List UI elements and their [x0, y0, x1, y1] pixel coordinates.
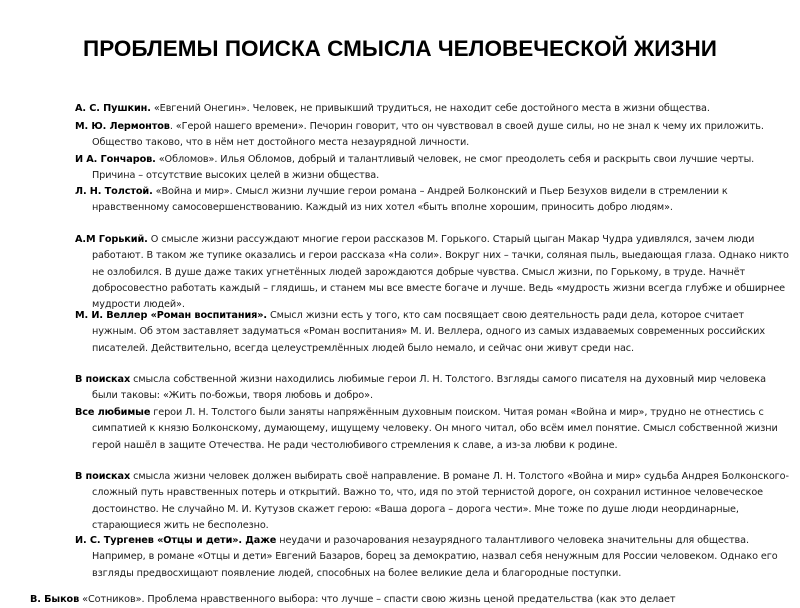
entry-author: В. Быков — [30, 594, 80, 605]
entry-text: смысла жизни человек должен выбирать своё направление. В романе Л. Н. Толстого «Война и мир» судьба Андрея Болконского- сложный путь нравственных потерь и открытий. Важно то, что, идя по этой тернистой дороге, он сохранил истинное человеческое достоинство. Не случайно М. И. Кутузов скажет герою: «Ваша дорога – дорога чести». Мне тоже по душе люди неординарные, старающиеся жить не бесполезно. — [92, 471, 789, 531]
entry-pushkin — [75, 101, 789, 117]
entry-text: «Евгений Онегин». Человек, не привыкший трудиться, не находит себе достойного места в жизни общества. — [150, 103, 710, 114]
entry-tolstoy — [75, 184, 789, 217]
entry-author: М. Ю. Лермонтов — [75, 121, 170, 132]
entry-author: М. И. Веллер «Роман воспитания». — [75, 310, 268, 321]
entry-text: неудачи и разочарования незаурядного талантливого человека значительны для общества. Например, в романе «Отцы и дети» Евгений Базаров, борец за демократию, назвал себя ненужным для России человеком. Однако его взгляды предвосхищают появление людей, способных на более великие дела и благородные поступки. — [92, 535, 778, 579]
entry-text: О смысле жизни рассуждают многие герои рассказов М. Горького. Старый цыган Макар Чудра удивлялся, зачем люди работают. В таком же тупике оказались и герои рассказа «На соли». Вокруг них – тачки, соляная пыль, выедающая глаза. Однако никто не озлобился. В душе даже таких угнетённых людей зарождаются добрые чувства. Смысл жизни, по Горькому, в труде. Начнёт добросовестно работать каждый – глядишь, и станем мы все вместе богаче и лучше. Ведь «мудрость жизни всегда глубже и обширнее мудрости людей». — [92, 234, 789, 311]
entry-author: Л. Н. Толстой. — [75, 186, 153, 197]
entry-gorky — [75, 232, 789, 313]
entry-author: А. С. Пушкин. — [75, 103, 151, 114]
entry-text: смысла собственной жизни находились любимые герои Л. Н. Толстого. Взгляды самого писателя на духовный мир человека были таковы: «Жить по-божьи, творя любовь и добро». — [92, 374, 766, 402]
entry-lermontov — [75, 119, 789, 152]
entry-goncharov — [75, 152, 789, 185]
entry-author: А.М Горький. — [75, 234, 148, 245]
entry-author: В поисках — [75, 374, 131, 385]
entry-text: «Обломов». Илья Обломов, добрый и талантливый человек, не смог преодолеть себя и раскрыть свои лучшие черты. Причина – отсутствие высоких целей в жизни общества. — [92, 154, 755, 182]
entry-text: «Война и мир». Смысл жизни лучшие герои романа – Андрей Болконский и Пьер Безухов видели в стремлении к нравственному самосовершенствованию. Каждый из них хотел «быть вполне хорошим, приносить добро людям». — [92, 186, 728, 214]
entry-bykov — [30, 592, 790, 608]
entry-weller — [75, 308, 789, 357]
entry-text: «Сотников». Проблема нравственного выбора: что лучше – спасти свою жизнь ценой предательства (как это делает — [79, 594, 676, 605]
entry-text: герои Л. Н. Толстого были заняты напряжённым духовным поиском. Читая роман «Война и мир», трудно не отнестись с симпатией к князю Болконскому, думающему, ищущему человеку. Он много читал, обо всём имел понятие. Смысл собственной жизни герой нашёл в защите Отечества. Не ради честолюбивого стремления к славе, а из-за любви к родине. — [92, 407, 778, 451]
entry-favorites — [75, 405, 789, 454]
page-title: ПРОБЛЕМЫ ПОИСКА СМЫСЛА ЧЕЛОВЕЧЕСКОЙ ЖИЗНИ — [83, 36, 717, 61]
entry-text: . «Герой нашего времени». Печорин говорит, что он чувствовал в своей душе силы, но не знал к чему их приложить. Общество таково, что в нём нет достойного места незаурядной личности. — [92, 121, 764, 149]
entry-author: В поисках — [75, 471, 131, 482]
entry-turgenev — [75, 533, 789, 582]
entry-text: Смысл жизни есть у того, кто сам посвящает свою деятельность ради дела, которое считает нужным. Об этом заставляет задуматься «Роман воспитания» М. И. Веллера, одного из самых издаваемых современных российских писателей. Действительно, всегда целеустремлённых людей было немало, и сейчас они живут среди нас. — [92, 310, 765, 354]
entry-search-1 — [75, 372, 789, 405]
entry-search-2 — [75, 469, 789, 534]
entry-author: Все любимые — [75, 407, 151, 418]
entry-author: И А. Гончаров. — [75, 154, 156, 165]
entry-author: И. С. Тургенев «Отцы и дети». Даже — [75, 535, 277, 546]
